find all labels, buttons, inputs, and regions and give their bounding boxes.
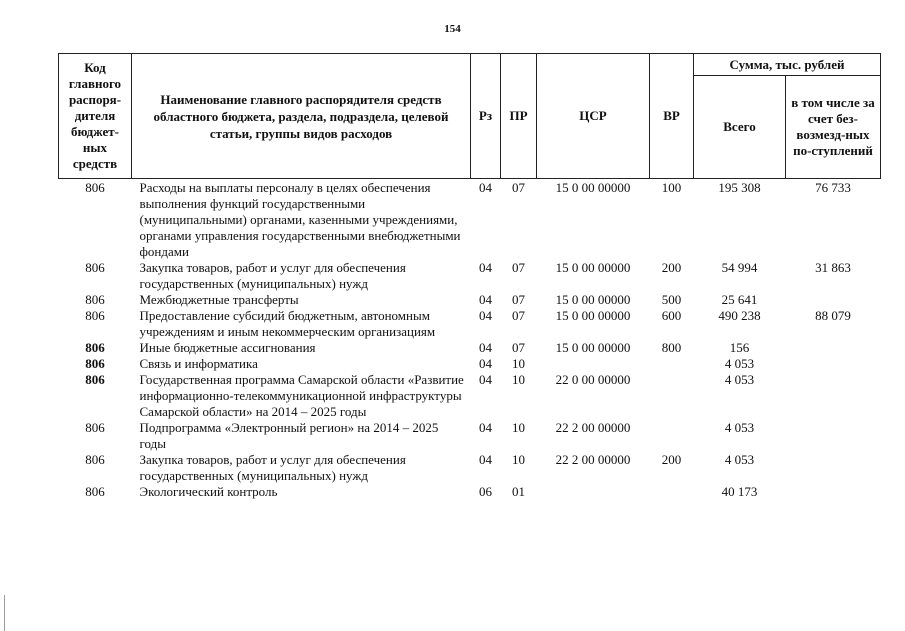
table-row xyxy=(59,179,881,261)
cell-pr: 07 xyxy=(512,180,525,195)
cell-csr xyxy=(537,356,650,372)
cell-code: 806 xyxy=(85,420,105,435)
cell-free xyxy=(786,452,881,484)
cell-vr xyxy=(650,420,694,452)
cell-name: Закупка товаров, работ и услуг для обеспечения государственных (муниципальных) нужд xyxy=(139,260,406,291)
cell-csr: 15 0 00 00000 xyxy=(555,308,631,323)
cell-code: 806 xyxy=(85,292,105,307)
cell-vr xyxy=(650,484,694,500)
cell-pr: 07 xyxy=(512,260,525,275)
cell-pr: 07 xyxy=(512,308,525,323)
cell-total: 40 173 xyxy=(721,484,758,499)
header-pr: ПР xyxy=(501,54,537,179)
header-code: Код главного распоря-дителя бюджет-ных средств xyxy=(59,54,132,179)
cell-csr: 15 0 00 00000 xyxy=(555,260,631,275)
cell-name: Связь и информатика xyxy=(139,356,258,371)
header-name: Наименование главного распорядителя средств областного бюджета, раздела, подраздела, целевой статьи, группы видов расходов xyxy=(132,54,471,179)
cell-pr: 01 xyxy=(512,484,525,499)
table-row xyxy=(59,356,881,372)
cell-total: 54 994 xyxy=(721,260,758,275)
table-row xyxy=(59,484,881,500)
cell-rz: 06 xyxy=(479,484,492,499)
header-free: в том числе за счет без-возмезд-ных по-ступлений xyxy=(786,76,881,179)
cell-code: 806 xyxy=(85,484,105,499)
table-row xyxy=(59,292,881,308)
cell-rz: 04 xyxy=(479,452,492,467)
table-row xyxy=(59,372,881,420)
cell-name: Государственная программа Самарской области «Развитие информационно-телекоммуникационной инфраструктуры Самарской области» на 2014 – 2025 годы xyxy=(139,372,464,419)
cell-total: 4 053 xyxy=(724,420,755,435)
cell-csr: 22 2 00 00000 xyxy=(555,420,631,435)
cell-total: 195 308 xyxy=(718,180,761,195)
cell-free xyxy=(786,356,881,372)
cell-name: Расходы на выплаты персоналу в целях обеспечения выполнения функций государственными (муниципальными) органами, казенными учреждениями, органами управления государственными внебюджетными фондами xyxy=(139,180,461,259)
cell-name: Иные бюджетные ассигнования xyxy=(139,340,316,355)
cell-code: 806 xyxy=(85,356,105,371)
cell-rz: 04 xyxy=(479,340,492,355)
cell-vr: 600 xyxy=(661,308,682,323)
cell-total: 4 053 xyxy=(724,452,755,467)
cell-pr: 07 xyxy=(512,292,525,307)
table-row xyxy=(59,420,881,452)
cell-csr: 15 0 00 00000 xyxy=(555,340,631,355)
cell-code: 806 xyxy=(85,452,105,467)
cell-rz: 04 xyxy=(479,308,492,323)
header-vr: ВР xyxy=(650,54,694,179)
table-row xyxy=(59,340,881,356)
cell-free xyxy=(786,340,881,356)
cell-total: 25 641 xyxy=(721,292,758,307)
cell-pr: 10 xyxy=(512,420,525,435)
cell-vr: 800 xyxy=(661,340,682,355)
table-row xyxy=(59,308,881,340)
cell-vr: 200 xyxy=(661,260,682,275)
scan-edge-mark xyxy=(4,595,5,631)
cell-vr: 500 xyxy=(661,292,682,307)
cell-rz: 04 xyxy=(479,180,492,195)
cell-free xyxy=(786,420,881,452)
cell-total: 490 238 xyxy=(718,308,761,323)
header-csr: ЦСР xyxy=(537,54,650,179)
cell-pr: 10 xyxy=(512,356,525,371)
budget-table xyxy=(58,53,881,500)
cell-free: 88 079 xyxy=(815,308,851,323)
page-number: 154 xyxy=(444,23,461,35)
cell-name: Подпрограмма «Электронный регион» на 2014 – 2025 годы xyxy=(139,420,439,451)
cell-total: 4 053 xyxy=(724,356,755,371)
cell-pr: 07 xyxy=(512,340,525,355)
cell-free: 76 733 xyxy=(815,180,851,195)
header-total: Всего xyxy=(694,76,786,179)
cell-code: 806 xyxy=(85,180,105,195)
cell-free xyxy=(786,372,881,420)
cell-rz: 04 xyxy=(479,292,492,307)
cell-total: 4 053 xyxy=(724,372,755,387)
header-rz: Рз xyxy=(471,54,501,179)
cell-name: Экологический контроль xyxy=(139,484,278,499)
cell-pr: 10 xyxy=(512,372,525,387)
cell-free xyxy=(786,484,881,500)
cell-code: 806 xyxy=(85,340,105,355)
cell-code: 806 xyxy=(85,308,105,323)
table-body xyxy=(59,179,881,501)
cell-free: 31 863 xyxy=(815,260,851,275)
cell-name: Межбюджетные трансферты xyxy=(139,292,299,307)
table-row xyxy=(59,260,881,292)
cell-code: 806 xyxy=(85,260,105,275)
cell-rz: 04 xyxy=(479,372,492,387)
cell-csr: 15 0 00 00000 xyxy=(555,180,631,195)
table-header xyxy=(59,54,881,179)
cell-csr: 22 0 00 00000 xyxy=(555,372,631,387)
header-sum: Сумма, тыс. рублей xyxy=(694,54,881,76)
cell-total: 156 xyxy=(729,340,750,355)
cell-rz: 04 xyxy=(479,260,492,275)
cell-free xyxy=(786,292,881,308)
cell-vr: 100 xyxy=(661,180,682,195)
cell-vr xyxy=(650,356,694,372)
cell-name: Предоставление субсидий бюджетным, автономным учреждениям и иным некоммерческим организациям xyxy=(139,308,436,339)
cell-pr: 10 xyxy=(512,452,525,467)
cell-rz: 04 xyxy=(479,356,492,371)
cell-code: 806 xyxy=(85,372,105,387)
cell-rz: 04 xyxy=(479,420,492,435)
cell-name: Закупка товаров, работ и услуг для обеспечения государственных (муниципальных) нужд xyxy=(139,452,406,483)
table-row xyxy=(59,452,881,484)
cell-vr: 200 xyxy=(661,452,682,467)
cell-csr: 15 0 00 00000 xyxy=(555,292,631,307)
cell-vr xyxy=(650,372,694,420)
cell-csr xyxy=(537,484,650,500)
cell-csr: 22 2 00 00000 xyxy=(555,452,631,467)
